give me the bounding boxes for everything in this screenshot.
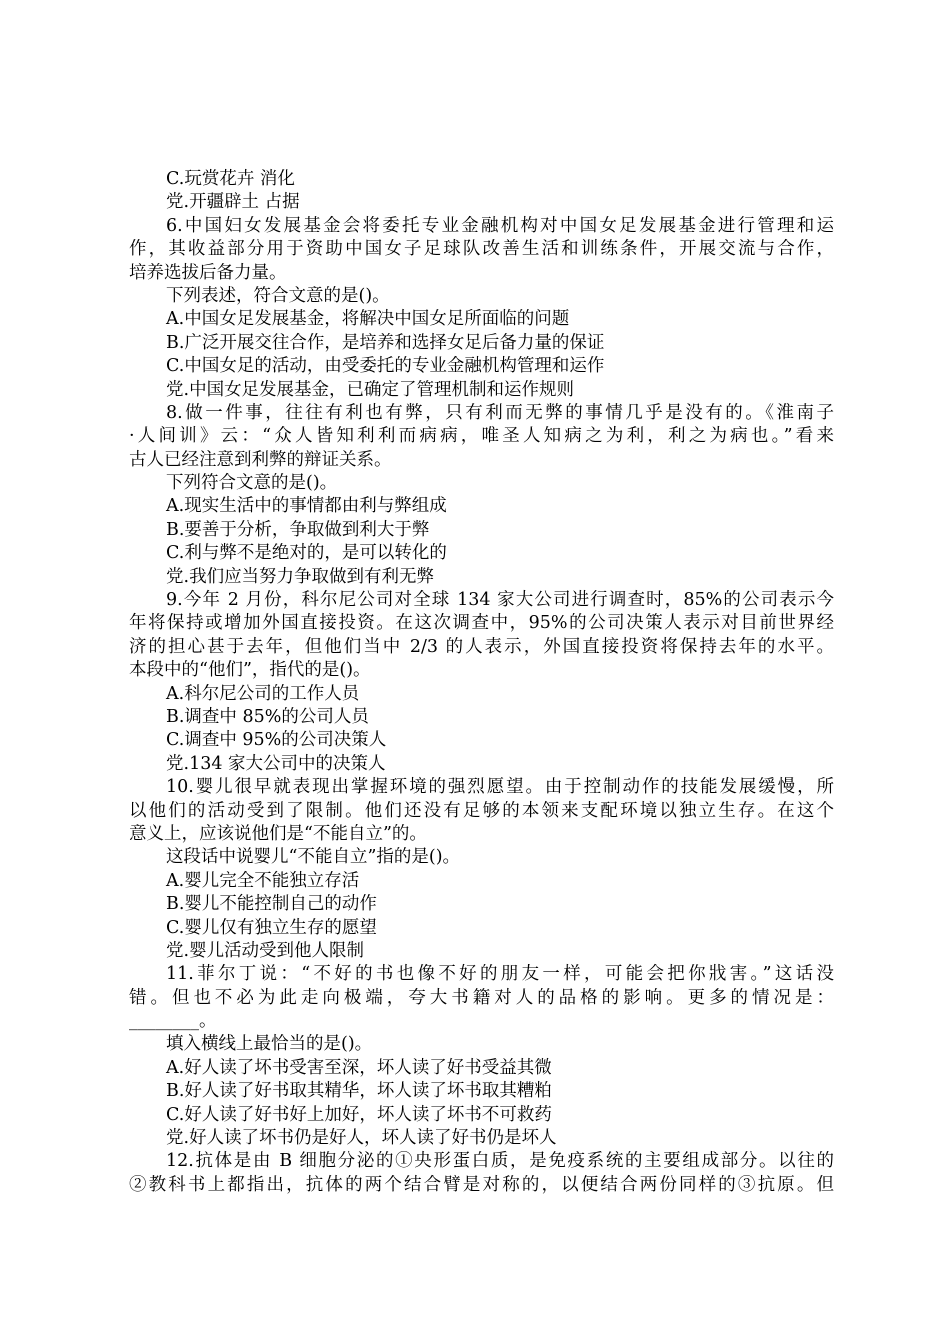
text-line: A.科尔尼公司的工作人员 xyxy=(166,683,360,704)
text-line: 以他们的活动受到了限制。他们还没有足够的本领来支配环境以独立生存。在这个 xyxy=(129,800,834,821)
text-line: 6.中国妇女发展基金会将委托专业金融机构对中国女足发展基金进行管理和运 xyxy=(166,215,834,236)
text-line: 古人已经注意到利弊的辩证关系。 xyxy=(129,449,392,470)
text-line: 下列符合文意的是()。 xyxy=(166,473,338,494)
text-line: 党.开疆辟土 占据 xyxy=(166,192,300,213)
text-line: 党.中国女足发展基金，已确定了管理机制和运作规则 xyxy=(166,379,575,400)
text-line: A.现实生活中的事情都由利与弊组成 xyxy=(166,496,447,517)
text-line: 党.好人读了坏书仍是好人，坏人读了好书仍是坏人 xyxy=(166,1128,557,1149)
text-line: A.婴儿完全不能独立存活 xyxy=(166,870,360,891)
text-line: 10.婴儿很早就表现出掌握环境的强烈愿望。由于控制动作的技能发展缓慢，所 xyxy=(166,777,834,798)
text-line: ②教科书上都指出，抗体的两个结合臂是对称的，以便结合两份同样的③抗原。但 xyxy=(129,1174,834,1195)
text-line: B.调查中 85%的公司人员 xyxy=(166,706,369,727)
text-line: C.中国女足的活动，由受委托的专业金融机构管理和运作 xyxy=(166,356,605,377)
text-line: 作，其收益部分用于资助中国女子足球队改善生活和训练条件，开展交流与合作， xyxy=(129,239,834,260)
text-line: 9.今年 2 月份，科尔尼公司对全球 134 家大公司进行调查时，85%的公司表示今 xyxy=(166,590,834,611)
text-line: 培养选拔后备力量。 xyxy=(129,262,287,283)
text-line: 本段中的“他们”，指代的是()。 xyxy=(129,660,371,681)
text-line: B.广泛开展交往合作，是培养和选择女足后备力量的保证 xyxy=(166,332,605,353)
text-line: C.好人读了好书好上加好，坏人读了坏书不可救药 xyxy=(166,1104,552,1125)
document-body xyxy=(129,168,834,1197)
text-line: 党.我们应当努力争取做到有利无弊 xyxy=(166,566,435,587)
text-line: 党.134 家大公司中的决策人 xyxy=(166,753,386,774)
text-line: C.利与弊不是绝对的，是可以转化的 xyxy=(166,543,447,564)
text-line: B.好人读了好书取其精华，坏人读了坏书取其糟粕 xyxy=(166,1081,552,1102)
text-line: 年将保持或增加外国直接投资。在这次调查中，95%的公司决策人表示对目前世界经 xyxy=(129,613,834,634)
text-line: B.婴儿不能控制自己的动作 xyxy=(166,894,377,915)
text-line: C.婴儿仅有独立生存的愿望 xyxy=(166,917,377,938)
text-line: 错。但也不必为此走向极端，夸大书籍对人的品格的影响。更多的情况是： xyxy=(129,987,834,1008)
text-line: 11.菲尔丁说：“不好的书也像不好的朋友一样，可能会把你戕害。”这话没 xyxy=(166,964,834,985)
text-line: C.调查中 95%的公司决策人 xyxy=(166,730,387,751)
text-line: B.要善于分析，争取做到利大于弊 xyxy=(166,519,430,540)
text-line: 济的担心甚于去年，但他们当中 2/3 的人表示，外国直接投资将保持去年的水平。 xyxy=(129,636,834,657)
text-line: 党.婴儿活动受到他人限制 xyxy=(166,940,365,961)
text-line: C.玩赏花卉 消化 xyxy=(166,169,295,189)
text-line: 填入横线上最恰当的是()。 xyxy=(166,1034,373,1055)
text-line: A.中国女足发展基金，将解决中国女足所面临的问题 xyxy=(166,309,570,330)
text-line: 意义上，应该说他们是“不能自立”的。 xyxy=(129,823,427,844)
text-line: 8.做一件事，往往有利也有弊，只有利而无弊的事情几乎是没有的。《淮南子 xyxy=(166,402,834,423)
text-line: ·人间训》云：“众人皆知利利而病病，唯圣人知病之为利，利之为病也。”看来 xyxy=(129,426,834,447)
text-line: ________。 xyxy=(129,1011,217,1032)
text-line: A.好人读了坏书受害至深，坏人读了好书受益其微 xyxy=(166,1057,552,1078)
text-line: 下列表述，符合文意的是()。 xyxy=(166,285,390,306)
text-line: 这段话中说婴儿“不能自立”指的是()。 xyxy=(166,847,461,868)
text-line: 12.抗体是由 B 细胞分泌的①央形蛋白质，是免疫系统的主要组成部分。以往的 xyxy=(166,1151,834,1172)
